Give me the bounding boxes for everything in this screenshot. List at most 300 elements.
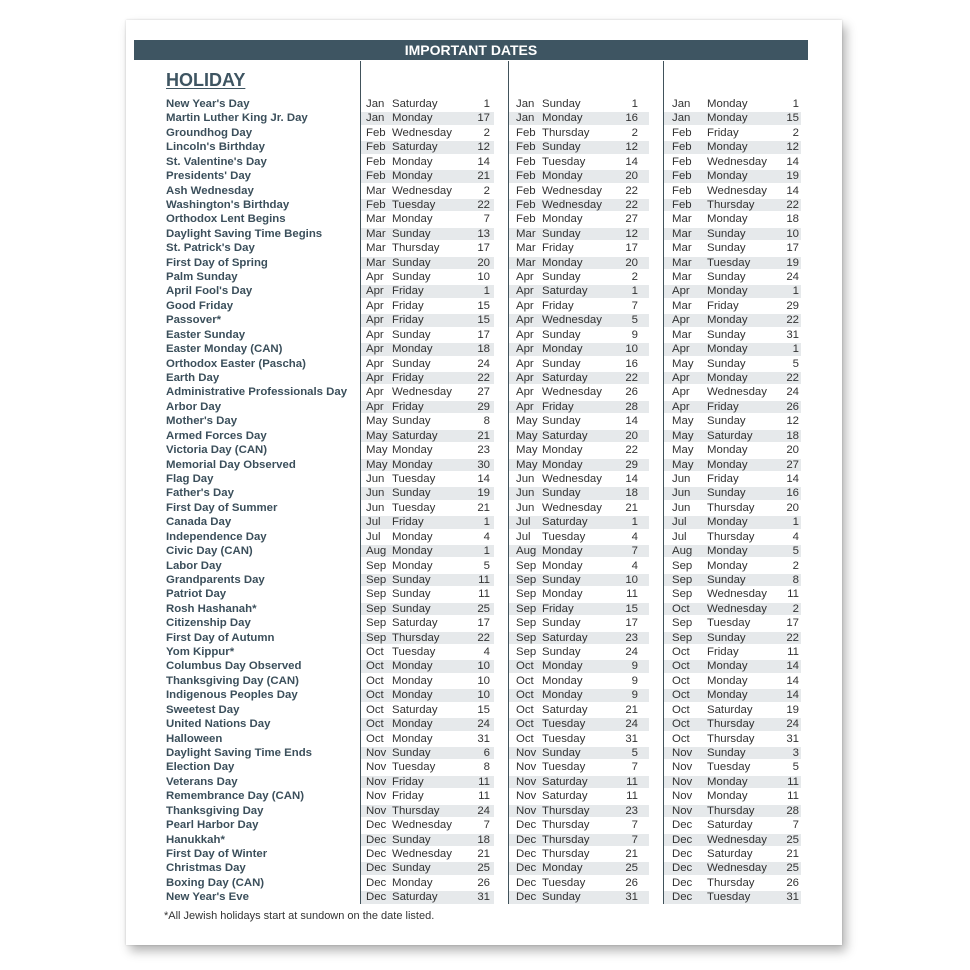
month-cell: Apr [672, 285, 690, 298]
table-row [126, 631, 842, 645]
day-number-cell: 21 [625, 703, 638, 716]
weekday-cell: Thursday [392, 804, 440, 817]
month-cell: Jan [366, 98, 385, 110]
day-number-cell: 7 [631, 833, 638, 846]
month-cell: May [366, 429, 388, 442]
holiday-name: Lincoln's Birthday [166, 141, 265, 154]
weekday-cell: Monday [707, 285, 748, 298]
month-cell: Nov [672, 775, 693, 788]
weekday-cell: Sunday [542, 646, 581, 659]
holiday-name: Daylight Saving Time Ends [166, 746, 313, 759]
day-number-cell: 10 [477, 271, 490, 284]
weekday-cell: Sunday [707, 573, 746, 586]
month-cell: Nov [366, 761, 387, 774]
day-number-cell: 11 [787, 775, 799, 788]
weekday-cell: Sunday [392, 271, 431, 284]
holiday-name: First Day of Autumn [166, 631, 275, 644]
day-number-cell: 22 [786, 631, 799, 644]
weekday-cell: Friday [392, 314, 424, 327]
month-cell: Feb [366, 126, 386, 139]
month-cell: May [672, 444, 694, 457]
table-row [126, 97, 842, 111]
month-cell: Oct [366, 646, 384, 659]
day-number-cell: 26 [625, 876, 638, 889]
table-row [126, 818, 842, 832]
day-number-cell: 11 [787, 790, 799, 803]
day-number-cell: 14 [625, 155, 638, 168]
weekday-cell: Wednesday [392, 847, 452, 860]
day-number-cell: 5 [792, 761, 799, 774]
day-number-cell: 24 [786, 718, 799, 731]
weekday-cell: Sunday [707, 242, 746, 255]
weekday-cell: Sunday [392, 227, 431, 240]
month-cell: Mar [672, 271, 692, 284]
month-cell: Apr [366, 386, 384, 399]
day-number-cell: 29 [786, 299, 799, 312]
weekday-cell: Thursday [707, 530, 755, 543]
weekday-cell: Monday [542, 112, 583, 125]
month-cell: Jun [516, 487, 535, 500]
month-cell: Sep [516, 602, 537, 615]
month-cell: Sep [516, 646, 537, 659]
day-number-cell: 4 [792, 530, 799, 543]
holiday-name: Grandparents Day [166, 573, 265, 586]
day-number-cell: 21 [625, 501, 638, 514]
day-number-cell: 27 [786, 458, 799, 471]
month-cell: Nov [672, 804, 693, 817]
month-cell: Apr [366, 328, 384, 341]
day-number-cell: 7 [631, 545, 638, 558]
day-number-cell: 10 [625, 573, 638, 586]
day-number-cell: 25 [477, 862, 490, 875]
day-number-cell: 4 [483, 530, 490, 543]
month-cell: Feb [516, 170, 536, 183]
day-number-cell: 17 [786, 242, 799, 255]
weekday-cell: Sunday [392, 415, 431, 428]
table-row [126, 357, 842, 371]
month-cell: Apr [516, 299, 534, 312]
day-number-cell: 31 [786, 328, 799, 341]
table-row [126, 111, 842, 125]
weekday-cell: Monday [707, 141, 748, 154]
month-cell: Jan [516, 112, 535, 125]
weekday-cell: Monday [392, 718, 433, 731]
holiday-name: First Day of Winter [166, 847, 268, 860]
day-number-cell: 1 [792, 285, 799, 298]
month-cell: Nov [516, 761, 537, 774]
holiday-name: Indigenous Peoples Day [166, 689, 298, 702]
weekday-cell: Monday [392, 545, 433, 558]
month-cell: Mar [672, 227, 692, 240]
day-number-cell: 23 [625, 804, 638, 817]
day-number-cell: 9 [631, 674, 638, 687]
weekday-cell: Monday [392, 343, 433, 356]
month-cell: Nov [672, 790, 693, 803]
weekday-cell: Sunday [392, 588, 431, 601]
table-row [126, 890, 842, 904]
holiday-name: Rosh Hashanah* [166, 602, 257, 615]
day-number-cell: 26 [625, 386, 638, 399]
month-cell: Apr [366, 400, 384, 413]
month-cell: Sep [672, 573, 693, 586]
month-cell: Feb [366, 141, 386, 154]
day-number-cell: 24 [786, 386, 799, 399]
holiday-name: Washington's Birthday [166, 198, 290, 211]
day-number-cell: 22 [786, 372, 799, 385]
month-cell: Jul [366, 530, 381, 543]
weekday-cell: Monday [392, 444, 433, 457]
day-number-cell: 7 [631, 819, 638, 832]
month-cell: Jun [366, 487, 385, 500]
month-cell: Jan [672, 98, 691, 110]
holiday-name: Pearl Harbor Day [166, 819, 259, 832]
holiday-name: Administrative Professionals Day [166, 386, 348, 399]
month-cell: Dec [516, 862, 537, 875]
weekday-cell: Wednesday [542, 501, 602, 514]
weekday-cell: Sunday [707, 227, 746, 240]
month-cell: Dec [672, 891, 693, 904]
holiday-name: Ash Wednesday [166, 184, 254, 197]
table-row [126, 732, 842, 746]
month-cell: Sep [516, 631, 537, 644]
day-number-cell: 15 [477, 703, 490, 716]
weekday-cell: Monday [392, 112, 433, 125]
weekday-cell: Wednesday [707, 833, 767, 846]
holiday-name: Hanukkah* [166, 833, 225, 846]
day-number-cell: 20 [786, 501, 799, 514]
table-row [126, 616, 842, 630]
holiday-name: First Day of Spring [166, 256, 268, 269]
month-cell: Oct [516, 689, 534, 702]
day-number-cell: 7 [483, 213, 490, 226]
month-cell: Jun [516, 472, 535, 485]
month-cell: Mar [516, 227, 536, 240]
holiday-name: Christmas Day [166, 862, 246, 875]
weekday-cell: Wednesday [707, 862, 767, 875]
weekday-cell: Sunday [542, 617, 581, 630]
day-number-cell: 1 [631, 285, 638, 298]
holiday-name: Easter Sunday [166, 328, 246, 341]
month-cell: Feb [366, 198, 386, 211]
day-number-cell: 19 [477, 487, 490, 500]
dates-table [126, 97, 842, 905]
table-row [126, 833, 842, 847]
month-cell: Feb [672, 155, 692, 168]
day-number-cell: 22 [625, 444, 638, 457]
table-row [126, 775, 842, 789]
weekday-cell: Monday [707, 98, 748, 110]
month-cell: Sep [516, 573, 537, 586]
month-cell: Mar [672, 328, 692, 341]
weekday-cell: Wednesday [392, 386, 452, 399]
day-number-cell: 26 [477, 876, 490, 889]
calendar-sheet [126, 20, 842, 945]
holiday-name: Easter Monday (CAN) [166, 343, 283, 356]
month-cell: Jul [672, 516, 687, 529]
holiday-name: Daylight Saving Time Begins [166, 227, 323, 240]
table-row [126, 270, 842, 284]
weekday-cell: Friday [392, 400, 424, 413]
weekday-cell: Friday [707, 126, 739, 139]
weekday-cell: Tuesday [392, 198, 436, 211]
day-number-cell: 2 [792, 559, 799, 572]
month-cell: Oct [366, 732, 384, 745]
weekday-cell: Sunday [542, 328, 581, 341]
day-number-cell: 14 [786, 184, 799, 197]
day-number-cell: 27 [477, 386, 490, 399]
day-number-cell: 2 [483, 126, 490, 139]
month-cell: May [672, 415, 694, 428]
weekday-cell: Monday [542, 458, 583, 471]
weekday-cell: Saturday [542, 516, 588, 529]
holiday-name: Thanksgiving Day [166, 804, 264, 817]
month-cell: Apr [366, 343, 384, 356]
weekday-cell: Sunday [542, 415, 581, 428]
day-number-cell: 10 [625, 343, 638, 356]
month-cell: Oct [366, 703, 384, 716]
month-cell: Oct [366, 718, 384, 731]
day-number-cell: 31 [786, 732, 799, 745]
weekday-cell: Sunday [707, 487, 746, 500]
day-number-cell: 15 [786, 112, 799, 125]
day-number-cell: 5 [631, 314, 638, 327]
weekday-cell: Saturday [542, 429, 588, 442]
weekday-cell: Sunday [542, 357, 581, 370]
table-row [126, 227, 842, 241]
month-cell: Apr [516, 400, 534, 413]
month-cell: Jun [672, 487, 691, 500]
table-row [126, 472, 842, 486]
day-number-cell: 11 [478, 775, 490, 788]
weekday-cell: Saturday [542, 703, 588, 716]
month-cell: Oct [672, 646, 690, 659]
weekday-cell: Sunday [392, 256, 431, 269]
table-row [126, 299, 842, 313]
weekday-cell: Monday [392, 559, 433, 572]
weekday-cell: Tuesday [542, 718, 586, 731]
day-number-cell: 22 [786, 198, 799, 211]
month-cell: Apr [672, 386, 690, 399]
weekday-cell: Monday [707, 775, 748, 788]
weekday-cell: Friday [392, 285, 424, 298]
month-cell: Jan [366, 112, 385, 125]
month-cell: Nov [516, 775, 537, 788]
month-cell: May [672, 458, 694, 471]
month-cell: Oct [366, 689, 384, 702]
day-number-cell: 13 [477, 227, 490, 240]
day-number-cell: 5 [792, 545, 799, 558]
day-number-cell: 31 [786, 891, 799, 904]
day-number-cell: 2 [792, 602, 799, 615]
month-cell: Jun [672, 472, 691, 485]
weekday-cell: Tuesday [707, 256, 751, 269]
day-number-cell: 17 [625, 242, 638, 255]
weekday-cell: Friday [392, 299, 424, 312]
weekday-cell: Monday [542, 660, 583, 673]
weekday-cell: Wednesday [392, 184, 452, 197]
month-cell: Sep [366, 631, 387, 644]
month-cell: Feb [516, 198, 536, 211]
month-cell: Sep [366, 588, 387, 601]
day-number-cell: 25 [786, 862, 799, 875]
day-number-cell: 9 [631, 689, 638, 702]
weekday-cell: Wednesday [542, 314, 602, 327]
month-cell: Dec [516, 847, 537, 860]
day-number-cell: 6 [483, 746, 490, 759]
month-cell: Mar [672, 299, 692, 312]
day-number-cell: 4 [631, 559, 638, 572]
day-number-cell: 22 [477, 631, 490, 644]
day-number-cell: 20 [786, 444, 799, 457]
month-cell: Apr [516, 343, 534, 356]
month-cell: Oct [516, 718, 534, 731]
day-number-cell: 14 [786, 660, 799, 673]
weekday-cell: Monday [707, 790, 748, 803]
table-row [126, 760, 842, 774]
month-cell: Apr [672, 372, 690, 385]
month-cell: Dec [672, 847, 693, 860]
table-row [126, 645, 842, 659]
day-number-cell: 9 [631, 328, 638, 341]
month-cell: Jul [516, 516, 531, 529]
day-number-cell: 24 [625, 718, 638, 731]
month-cell: Oct [366, 660, 384, 673]
table-row [126, 544, 842, 558]
weekday-cell: Sunday [542, 141, 581, 154]
table-row [126, 414, 842, 428]
month-cell: Dec [366, 847, 387, 860]
day-number-cell: 9 [631, 660, 638, 673]
holiday-name: Arbor Day [166, 400, 222, 413]
day-number-cell: 10 [477, 660, 490, 673]
weekday-cell: Friday [392, 372, 424, 385]
table-row [126, 241, 842, 255]
month-cell: Sep [672, 617, 693, 630]
month-cell: Nov [366, 790, 387, 803]
day-number-cell: 5 [631, 746, 638, 759]
day-number-cell: 14 [625, 415, 638, 428]
month-cell: Dec [672, 876, 693, 889]
month-cell: Oct [672, 732, 690, 745]
holiday-name: Armed Forces Day [166, 429, 267, 442]
month-cell: Sep [672, 588, 693, 601]
table-row [126, 284, 842, 298]
day-number-cell: 29 [625, 458, 638, 471]
month-cell: Sep [366, 573, 387, 586]
day-number-cell: 15 [477, 314, 490, 327]
day-number-cell: 23 [625, 631, 638, 644]
weekday-cell: Sunday [707, 271, 746, 284]
table-row [126, 602, 842, 616]
weekday-cell: Sunday [392, 862, 431, 875]
weekday-cell: Tuesday [542, 761, 586, 774]
holiday-name: Citizenship Day [166, 617, 251, 630]
day-number-cell: 1 [792, 98, 799, 110]
month-cell: Sep [672, 559, 693, 572]
day-number-cell: 14 [786, 155, 799, 168]
weekday-cell: Friday [707, 646, 739, 659]
day-number-cell: 17 [625, 617, 638, 630]
day-number-cell: 27 [625, 213, 638, 226]
month-cell: May [366, 415, 388, 428]
month-cell: Apr [366, 299, 384, 312]
table-row [126, 573, 842, 587]
weekday-cell: Saturday [542, 775, 588, 788]
month-cell: Dec [516, 891, 537, 904]
weekday-cell: Monday [542, 559, 583, 572]
month-cell: Sep [516, 559, 537, 572]
weekday-cell: Thursday [707, 501, 755, 514]
holiday-name: Patriot Day [166, 588, 227, 601]
holiday-name: April Fool's Day [166, 285, 253, 298]
day-number-cell: 29 [477, 400, 490, 413]
weekday-cell: Friday [542, 242, 574, 255]
weekday-cell: Sunday [707, 746, 746, 759]
month-cell: Sep [516, 588, 537, 601]
weekday-cell: Monday [392, 213, 433, 226]
day-number-cell: 14 [786, 689, 799, 702]
day-number-cell: 31 [477, 732, 490, 745]
day-number-cell: 11 [626, 790, 638, 803]
weekday-cell: Tuesday [542, 732, 586, 745]
weekday-cell: Sunday [392, 573, 431, 586]
day-number-cell: 4 [631, 530, 638, 543]
month-cell: May [672, 357, 694, 370]
weekday-cell: Monday [707, 372, 748, 385]
weekday-cell: Thursday [707, 718, 755, 731]
weekday-cell: Friday [707, 472, 739, 485]
month-cell: Mar [516, 242, 536, 255]
month-cell: Feb [672, 141, 692, 154]
table-row [126, 385, 842, 399]
table-row [126, 212, 842, 226]
month-cell: Jan [516, 98, 535, 110]
day-number-cell: 1 [483, 285, 490, 298]
weekday-cell: Friday [392, 775, 424, 788]
month-cell: Apr [672, 314, 690, 327]
weekday-cell: Monday [707, 458, 748, 471]
holiday-name: Father's Day [166, 487, 234, 500]
day-number-cell: 22 [625, 372, 638, 385]
month-cell: Sep [366, 559, 387, 572]
day-number-cell: 10 [786, 227, 799, 240]
month-cell: Jul [516, 530, 531, 543]
weekday-cell: Monday [542, 256, 583, 269]
weekday-cell: Monday [707, 170, 748, 183]
table-row [126, 861, 842, 875]
weekday-cell: Tuesday [392, 646, 436, 659]
day-number-cell: 19 [786, 170, 799, 183]
day-number-cell: 21 [625, 847, 638, 860]
weekday-cell: Monday [392, 660, 433, 673]
holiday-name: New Year's Eve [166, 891, 249, 904]
section-heading: HOLIDAY [166, 70, 246, 90]
day-number-cell: 22 [477, 198, 490, 211]
weekday-cell: Wednesday [707, 155, 767, 168]
day-number-cell: 17 [477, 242, 490, 255]
table-row [126, 501, 842, 515]
day-number-cell: 8 [483, 761, 490, 774]
weekday-cell: Saturday [392, 891, 438, 904]
weekday-cell: Sunday [707, 357, 746, 370]
month-cell: Jun [516, 501, 535, 514]
day-number-cell: 20 [477, 256, 490, 269]
month-cell: Oct [516, 674, 534, 687]
month-cell: Nov [516, 804, 537, 817]
table-row [126, 530, 842, 544]
table-row [126, 256, 842, 270]
day-number-cell: 25 [786, 833, 799, 846]
